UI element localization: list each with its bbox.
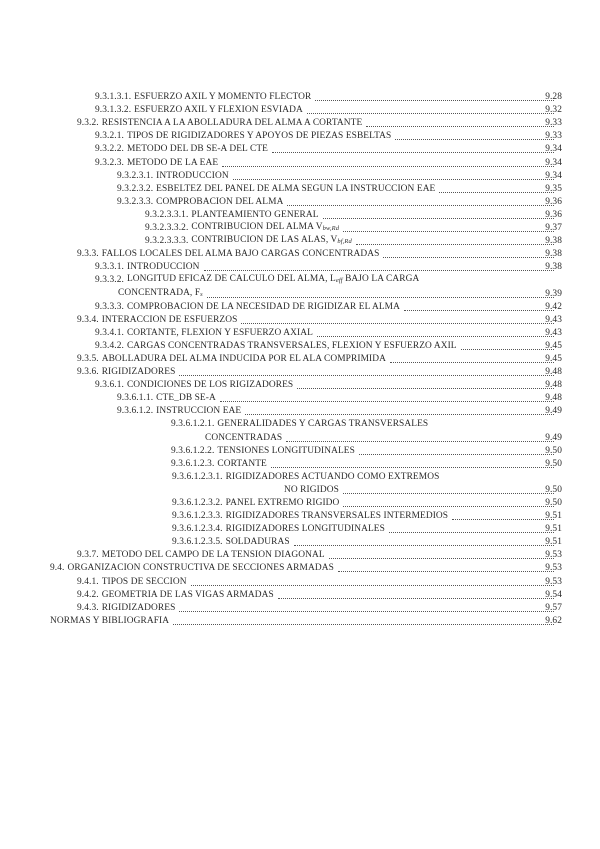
toc-entry-subscript: s xyxy=(200,290,203,298)
toc-entry-title: RIGIDIZADORES LONGITUDINALES xyxy=(225,524,385,535)
toc-entry-page: 9.48 xyxy=(545,380,562,391)
toc-entry xyxy=(0,535,600,548)
toc-entry xyxy=(0,142,600,155)
toc-entry-number: 9.3.5. xyxy=(77,353,99,364)
dot-leader xyxy=(323,217,554,219)
toc-entry-title: CTE_DB SE-A xyxy=(156,393,216,404)
dot-leader xyxy=(343,230,554,232)
toc-entry-subscript: eff xyxy=(335,277,343,285)
toc-entry xyxy=(0,169,600,182)
toc-entry-number: 9.3.3.2. xyxy=(95,275,124,286)
toc-entry-title: GEOMETRÍA DE LAS VIGAS ARMADAS xyxy=(101,589,274,600)
toc-entry-title: CONDICIONES DE LOS RIGIZADORES xyxy=(126,380,294,391)
toc-entry xyxy=(0,182,600,195)
toc-entry-title: CONCENTRADAS xyxy=(205,432,283,443)
toc-entry-number: 9.4.1. xyxy=(77,576,99,587)
toc-entry-page: 9.57 xyxy=(545,602,562,613)
toc-entry-number: 9.3.4. xyxy=(77,314,99,325)
dot-leader xyxy=(307,112,554,114)
toc-entry-number: 9.3.3. xyxy=(77,249,99,260)
toc-entry-subscript: bw,Rd xyxy=(322,225,340,233)
toc-entry-number: 9.3.6.1.2.3.3. xyxy=(172,511,223,522)
table-of-contents xyxy=(0,90,600,627)
toc-entry xyxy=(0,116,600,129)
toc-entry xyxy=(0,221,600,234)
toc-entry-number: 9.3.6.1.2.3.4. xyxy=(172,524,223,535)
toc-entry-number: 9.3.6.1.2.3. xyxy=(171,458,215,469)
dot-leader xyxy=(439,191,554,193)
toc-entry xyxy=(0,509,600,522)
toc-entry-number: 9.3.2.2. xyxy=(95,144,124,155)
dot-leader xyxy=(204,269,555,271)
toc-entry-page: 9.50 xyxy=(545,484,562,495)
toc-entry-title: CARGAS CONCENTRADAS TRANSVERSALES, FLEXIÓN Y ESFUERZO AXIL xyxy=(126,340,457,351)
toc-entry-page: 9.50 xyxy=(545,445,562,456)
toc-entry xyxy=(0,404,600,417)
toc-entry xyxy=(0,300,600,313)
toc-entry-title: RIGIDIZADORES xyxy=(101,602,176,613)
toc-entry-page: 9.54 xyxy=(545,589,562,600)
dot-leader xyxy=(222,165,554,167)
toc-entry-page: 9.51 xyxy=(545,524,562,535)
toc-entry xyxy=(0,129,600,142)
toc-entry xyxy=(0,588,600,601)
toc-entry-number: 9.3.6.1.2.3.2. xyxy=(172,498,223,508)
toc-entry-title: INTRODUCCIÓN xyxy=(156,170,229,181)
toc-entry xyxy=(0,483,600,496)
dot-leader xyxy=(452,518,554,520)
dot-leader xyxy=(356,243,554,245)
toc-entry-number: 9.3.6.1.2.1. xyxy=(171,419,215,430)
toc-entry xyxy=(0,457,600,470)
toc-entry-number: 9.3.1.3.1. xyxy=(95,92,132,103)
toc-entry-page: 9.49 xyxy=(545,406,562,417)
toc-entry-number: 9.4.3. xyxy=(77,602,99,613)
toc-entry-title: MÉTODO DEL DB SE-A DEL CTE xyxy=(126,144,268,155)
toc-entry-title: CONCENTRADA, $F_s$ xyxy=(118,287,203,298)
dot-leader xyxy=(271,466,554,468)
toc-entry-title: INTERACCIÓN DE ESFUERZOS xyxy=(101,314,238,325)
toc-entry-title: COMPROBACIÓN DEL ALMA xyxy=(156,196,284,207)
toc-entry-page: 9.36 xyxy=(545,196,562,207)
dot-leader xyxy=(272,151,554,153)
dot-leader xyxy=(315,99,554,101)
toc-entry-page: 9.34 xyxy=(545,170,562,181)
toc-entry-title: GENERALIDADES Y CARGAS TRANSVERSALES xyxy=(217,419,429,430)
toc-entry-title: ESFUERZO AXIL Y FLEXIÓN ESVIADA xyxy=(134,105,303,116)
toc-entry-page: 9.48 xyxy=(545,367,562,378)
toc-entry-number: 9.3.7. xyxy=(77,550,99,561)
dot-leader xyxy=(245,413,554,415)
dot-leader xyxy=(278,597,554,599)
dot-leader xyxy=(287,204,554,206)
toc-entry-page: 9.33 xyxy=(545,131,562,142)
toc-entry xyxy=(0,561,600,574)
toc-entry-title: ABOLLADURA DEL ALMA INDUCIDA POR EL ALA COMPRIMIDA xyxy=(101,353,386,364)
toc-entry xyxy=(0,548,600,561)
toc-entry-subscript: bf,Rd xyxy=(337,238,352,246)
toc-entry xyxy=(0,155,600,168)
toc-entry-number: 9.3.6.1.1. xyxy=(117,393,154,404)
toc-entry-page: 9.33 xyxy=(545,118,562,129)
dot-leader xyxy=(366,125,554,127)
dot-leader xyxy=(359,453,554,455)
toc-entry xyxy=(0,273,600,286)
toc-entry-number: 9.3.2.3.3. xyxy=(117,196,154,207)
dot-leader xyxy=(383,256,554,258)
toc-entry-number: 9.3.2.3. xyxy=(95,157,124,168)
dot-leader xyxy=(343,505,554,507)
toc-entry-title: INSTRUCCIÓN EAE xyxy=(156,406,242,417)
toc-entry xyxy=(0,614,600,627)
toc-entry-title: ORGANIZACIÓN CONSTRUCTIVA DE SECCIONES ARMADAS xyxy=(67,563,334,574)
dot-leader xyxy=(173,623,554,625)
toc-entry-number: 9.3.1.3.2. xyxy=(95,105,132,116)
toc-entry-number: 9.3.6.1.2. xyxy=(117,406,154,417)
toc-entry-title: NORMAS Y BIBLIOGRAFÍA xyxy=(50,615,170,626)
toc-entry xyxy=(0,391,600,404)
toc-entry-page: 9.48 xyxy=(545,393,562,404)
toc-entry xyxy=(0,574,600,587)
toc-entry-title: CONTRIBUCIÓN DE LAS ALAS, $V_{bf,Rd}$ xyxy=(191,235,352,246)
toc-entry-number: 9.3.2.3.3.3. xyxy=(145,236,189,247)
toc-entry-title: RIGIDIZADORES TRANSVERSALES INTERMEDIOS xyxy=(225,511,449,522)
toc-entry xyxy=(0,313,600,326)
toc-entry xyxy=(0,365,600,378)
toc-entry-title: CORTANTE xyxy=(217,458,267,469)
dot-leader xyxy=(241,322,554,324)
toc-entry xyxy=(0,326,600,339)
toc-entry-number: 9.3.6.1.2.3.5. xyxy=(172,537,223,548)
toc-entry-title: CONTRIBUCIÓN DEL ALMA $V_{bw,Rd}$ xyxy=(191,222,340,233)
dot-leader xyxy=(461,348,554,350)
toc-entry-number: 9.3.2.3.2. xyxy=(117,183,154,194)
toc-entry-page: 9.53 xyxy=(545,576,562,587)
toc-entry-page: 9.50 xyxy=(545,498,562,508)
dot-leader xyxy=(338,570,554,572)
toc-entry-page: 9.51 xyxy=(545,511,562,522)
toc-entry-number: 9.3.2. xyxy=(77,118,99,129)
toc-entry-title: RIGIDIZADORES ACTUANDO COMO EXTREMOS xyxy=(225,471,440,482)
toc-entry-number: 9.3.2.3.3.2. xyxy=(145,223,189,234)
toc-entry-title: ESFUERZO AXIL Y MOMENTO FLECTOR xyxy=(134,92,312,103)
toc-entry-title: TENSIONES LONGITUDINALES xyxy=(217,445,355,456)
toc-entry xyxy=(0,103,600,116)
toc-entry-title: TIPOS DE SECCIÓN xyxy=(101,576,187,587)
toc-entry-title: COMPROBACIÓN DE LA NECESIDAD DE RIGIDIZAR EL ALMA xyxy=(126,301,400,312)
toc-entry-number: 9.3.4.1. xyxy=(95,327,124,338)
toc-entry xyxy=(0,522,600,535)
dot-leader xyxy=(294,544,554,546)
dot-leader xyxy=(297,387,554,389)
toc-entry xyxy=(0,470,600,483)
dot-leader xyxy=(395,138,554,140)
toc-entry-page: 9.28 xyxy=(545,92,562,103)
toc-entry xyxy=(0,208,600,221)
toc-entry-title: CORTANTE, FLEXIÓN Y ESFUERZO AXIAL xyxy=(126,327,313,338)
toc-entry-page: 9.45 xyxy=(545,353,562,364)
toc-entry xyxy=(0,496,600,509)
toc-entry xyxy=(0,378,600,391)
toc-entry-page: 9.49 xyxy=(545,432,562,443)
toc-entry-title: SOLDADURAS xyxy=(225,537,290,548)
dot-leader xyxy=(317,335,554,337)
toc-entry xyxy=(0,444,600,457)
dot-leader xyxy=(191,584,554,586)
toc-entry-number: 9.3.4.2. xyxy=(95,340,124,351)
toc-entry xyxy=(0,430,600,443)
toc-entry xyxy=(0,247,600,260)
dot-leader xyxy=(286,440,554,442)
toc-entry-number: 9.3.6.1.2.2. xyxy=(171,445,215,456)
toc-entry xyxy=(0,601,600,614)
toc-entry-page: 9.32 xyxy=(545,105,562,116)
toc-entry-page: 9.53 xyxy=(545,550,562,561)
dot-leader xyxy=(179,610,554,612)
toc-entry xyxy=(0,286,600,299)
toc-entry-number: 9.3.2.3.1. xyxy=(117,170,154,181)
toc-entry-page: 9.38 xyxy=(545,262,562,273)
toc-entry-title: INTRODUCCIÓN xyxy=(126,262,200,273)
dot-leader xyxy=(404,309,554,311)
toc-entry-title: MÉTODO DE LA EAE xyxy=(126,157,219,168)
dot-leader xyxy=(389,531,554,533)
toc-entry-page: 9.45 xyxy=(545,340,562,351)
dot-leader xyxy=(390,361,554,363)
toc-entry-title: MÉTODO DEL CAMPO DE LA TENSIÓN DIAGONAL xyxy=(101,550,325,561)
dot-leader xyxy=(233,178,554,180)
toc-entry-page: 9.34 xyxy=(545,144,562,155)
toc-entry-title: NO RÍGIDOS xyxy=(284,484,339,495)
toc-entry-page: 9.43 xyxy=(545,314,562,325)
toc-entry-number: 9.3.6.1. xyxy=(95,380,124,391)
toc-entry-page: 9.51 xyxy=(545,537,562,548)
toc-entry-page: 9.39 xyxy=(545,288,562,299)
toc-entry-title: TIPOS DE RIGIDIZADORES Y APOYOS DE PIEZAS ESBELTAS xyxy=(126,131,392,142)
toc-entry xyxy=(0,195,600,208)
toc-entry-number: 9.3.6.1.2.3.1. xyxy=(172,471,223,482)
dot-leader xyxy=(220,400,554,402)
toc-entry-number: 9.3.3.1. xyxy=(95,262,124,273)
toc-entry-page: 9.35 xyxy=(545,183,562,194)
toc-entry-page: 9.62 xyxy=(545,615,562,626)
toc-entry xyxy=(0,352,600,365)
toc-entry-number: 9.4. xyxy=(50,563,65,574)
toc-entry-title: PLANTEAMIENTO GENERAL xyxy=(191,209,319,220)
toc-entry-title: PANEL EXTREMO RÍGIDO xyxy=(225,498,340,508)
toc-entry-page: 9.43 xyxy=(545,327,562,338)
toc-entry xyxy=(0,260,600,273)
toc-entry-number: 9.3.2.3.3.1. xyxy=(145,209,189,220)
toc-entry-page: 9.38 xyxy=(545,249,562,260)
toc-entry-number: 9.3.6. xyxy=(77,367,99,378)
toc-entry-page: 9.34 xyxy=(545,157,562,168)
toc-entry-title: RESISTENCIA A LA ABOLLADURA DEL ALMA A CORTANTE xyxy=(101,118,363,129)
toc-entry-page: 9.53 xyxy=(545,563,562,574)
toc-entry-page: 9.38 xyxy=(545,236,562,247)
toc-entry-number: 9.3.2.1. xyxy=(95,131,124,142)
toc-entry-page: 9.50 xyxy=(545,458,562,469)
dot-leader xyxy=(179,374,554,376)
toc-entry-number: 9.4.2. xyxy=(77,589,99,600)
toc-entry-page: 9.36 xyxy=(545,209,562,220)
dot-leader xyxy=(343,492,554,494)
toc-entry-number: 9.3.3.3. xyxy=(95,301,124,312)
toc-entry-page: 9.42 xyxy=(545,301,562,312)
dot-leader xyxy=(207,296,554,298)
toc-entry xyxy=(0,417,600,430)
dot-leader xyxy=(329,557,554,559)
toc-entry-title: RIGIDIZADORES xyxy=(101,367,176,378)
toc-entry xyxy=(0,339,600,352)
toc-entry-title: ESBELTEZ DEL PANEL DE ALMA SEGÚN LA INSTRUCCIÓN EAE xyxy=(156,183,436,194)
toc-entry-title: FALLOS LOCALES DEL ALMA BAJO CARGAS CONCENTRADAS xyxy=(101,249,380,260)
toc-entry xyxy=(0,234,600,247)
toc-entry-title: LONGITUD EFICAZ DE CÁLCULO DEL ALMA, $L_{eff}$ BAJO LA CARGA xyxy=(126,274,420,285)
toc-entry-page: 9.37 xyxy=(545,223,562,234)
toc-entry xyxy=(0,90,600,103)
